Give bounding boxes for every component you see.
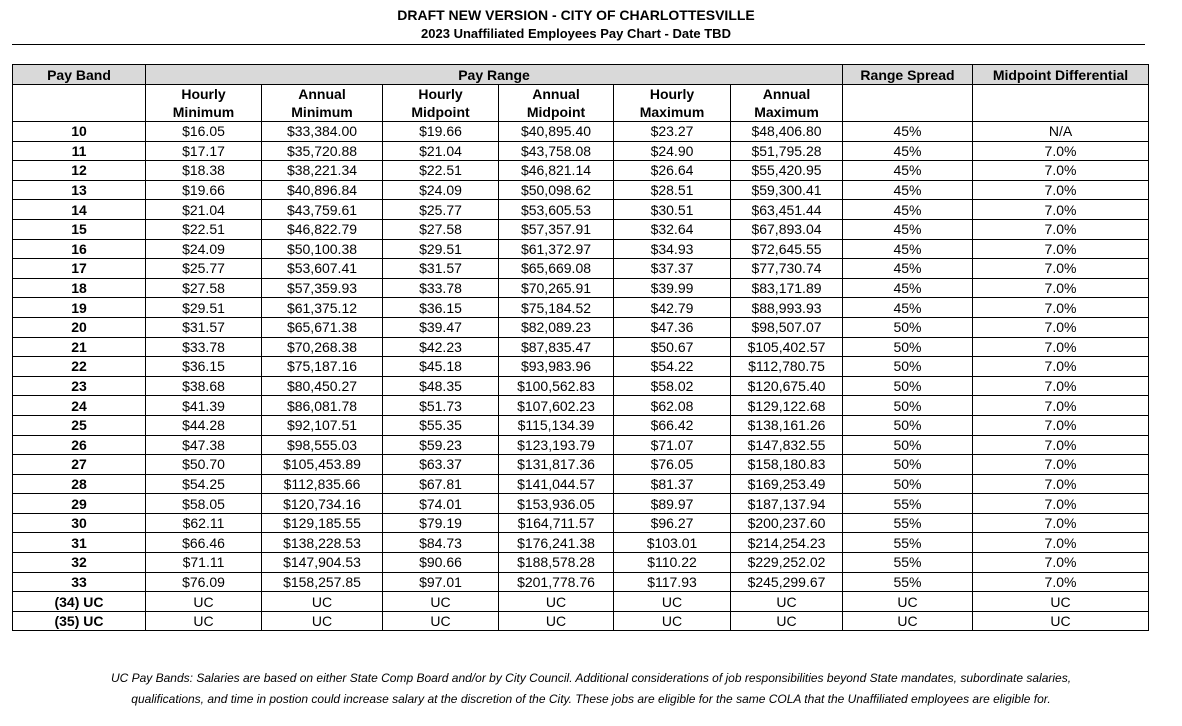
- cell-annual-minimum: $75,187.16: [262, 357, 383, 377]
- cell-midpoint-differential: 7.0%: [973, 415, 1149, 435]
- cell-midpoint-differential: UC: [973, 592, 1149, 612]
- cell-pay-band: 16: [13, 239, 146, 259]
- cell-midpoint-differential: 7.0%: [973, 239, 1149, 259]
- cell-hourly-maximum: $54.22: [614, 357, 731, 377]
- cell-hourly-minimum: $18.38: [146, 161, 262, 181]
- table-row: [13, 161, 1149, 181]
- cell-midpoint-differential: 7.0%: [973, 553, 1149, 573]
- cell-annual-maximum: $72,645.55: [731, 239, 843, 259]
- cell-hourly-maximum: $34.93: [614, 239, 731, 259]
- table-row: [13, 259, 1149, 279]
- cell-range-spread: 50%: [843, 337, 973, 357]
- cell-annual-maximum: $138,161.26: [731, 415, 843, 435]
- cell-pay-band: 32: [13, 553, 146, 573]
- footnote-line: UC Pay Bands: Salaries are based on either State Comp Board and/or by City Council. Additional considerations of job responsibilities beyond State mandates, subordinate salaries,: [110, 671, 1072, 685]
- cell-hourly-maximum: $66.42: [614, 415, 731, 435]
- document-title: DRAFT NEW VERSION - CITY OF CHARLOTTESVILLE: [397, 7, 755, 23]
- subheader-hourly-maximum: [614, 85, 731, 122]
- cell-hourly-minimum: $22.51: [146, 219, 262, 239]
- midpoint-differential-header: Midpoint Differential: [973, 65, 1149, 85]
- cell-midpoint-differential: 7.0%: [973, 200, 1149, 220]
- cell-hourly-maximum: $50.67: [614, 337, 731, 357]
- cell-hourly-minimum: $21.04: [146, 200, 262, 220]
- subheader-line: Annual: [762, 86, 811, 102]
- cell-range-spread: 50%: [843, 474, 973, 494]
- cell-annual-maximum: $187,137.94: [731, 494, 843, 514]
- subheader-annual-minimum: [262, 85, 383, 122]
- cell-hourly-midpoint: $25.77: [383, 200, 499, 220]
- cell-hourly-midpoint: $59.23: [383, 435, 499, 455]
- subheader-blank: [13, 85, 146, 122]
- cell-pay-band: 30: [13, 513, 146, 533]
- cell-hourly-minimum: $44.28: [146, 415, 262, 435]
- subheader-line: Midpoint: [526, 104, 586, 120]
- cell-range-spread: 50%: [843, 317, 973, 337]
- cell-hourly-minimum: $33.78: [146, 337, 262, 357]
- cell-annual-midpoint: $43,758.08: [499, 141, 614, 161]
- cell-hourly-minimum: $31.57: [146, 317, 262, 337]
- cell-hourly-minimum: $66.46: [146, 533, 262, 553]
- table-row: [13, 337, 1149, 357]
- cell-annual-maximum: UC: [731, 592, 843, 612]
- cell-annual-minimum: $70,268.38: [262, 337, 383, 357]
- cell-hourly-minimum: UC: [146, 611, 262, 631]
- table-row: [13, 572, 1149, 592]
- cell-pay-band: 29: [13, 494, 146, 514]
- cell-annual-minimum: UC: [262, 611, 383, 631]
- cell-annual-minimum: $98,555.03: [262, 435, 383, 455]
- cell-pay-band: 25: [13, 415, 146, 435]
- cell-annual-midpoint: $188,578.28: [499, 553, 614, 573]
- cell-annual-maximum: $120,675.40: [731, 376, 843, 396]
- cell-annual-minimum: $40,896.84: [262, 180, 383, 200]
- cell-hourly-maximum: $28.51: [614, 180, 731, 200]
- cell-pay-band: (35) UC: [13, 611, 146, 631]
- cell-hourly-minimum: UC: [146, 592, 262, 612]
- table-subheader-row: [13, 85, 1149, 122]
- cell-pay-band: 21: [13, 337, 146, 357]
- table-row: [13, 141, 1149, 161]
- table-row: [13, 122, 1149, 142]
- cell-hourly-midpoint: $21.04: [383, 141, 499, 161]
- cell-hourly-minimum: $24.09: [146, 239, 262, 259]
- cell-annual-maximum: $98,507.07: [731, 317, 843, 337]
- cell-midpoint-differential: 7.0%: [973, 337, 1149, 357]
- table-row: [13, 494, 1149, 514]
- cell-pay-band: 14: [13, 200, 146, 220]
- cell-hourly-maximum: $71.07: [614, 435, 731, 455]
- cell-annual-midpoint: $40,895.40: [499, 122, 614, 142]
- cell-annual-minimum: $53,607.41: [262, 259, 383, 279]
- cell-midpoint-differential: 7.0%: [973, 474, 1149, 494]
- cell-range-spread: 45%: [843, 298, 973, 318]
- cell-range-spread: 45%: [843, 161, 973, 181]
- range-spread-header: Range Spread: [843, 65, 973, 85]
- cell-hourly-maximum: $23.27: [614, 122, 731, 142]
- table-row: [13, 533, 1149, 553]
- cell-pay-band: 13: [13, 180, 146, 200]
- title-divider: [12, 44, 1145, 45]
- cell-midpoint-differential: 7.0%: [973, 357, 1149, 377]
- cell-hourly-maximum: $58.02: [614, 376, 731, 396]
- cell-midpoint-differential: 7.0%: [973, 298, 1149, 318]
- table-row: [13, 474, 1149, 494]
- cell-annual-maximum: $83,171.89: [731, 278, 843, 298]
- cell-annual-midpoint: $87,835.47: [499, 337, 614, 357]
- cell-hourly-minimum: $41.39: [146, 396, 262, 416]
- cell-hourly-maximum: $76.05: [614, 455, 731, 475]
- cell-annual-midpoint: $61,372.97: [499, 239, 614, 259]
- cell-pay-band: 22: [13, 357, 146, 377]
- cell-midpoint-differential: 7.0%: [973, 435, 1149, 455]
- cell-range-spread: 50%: [843, 435, 973, 455]
- cell-hourly-maximum: $24.90: [614, 141, 731, 161]
- cell-hourly-midpoint: $39.47: [383, 317, 499, 337]
- cell-hourly-midpoint: UC: [383, 592, 499, 612]
- cell-pay-band: 24: [13, 396, 146, 416]
- cell-annual-minimum: $147,904.53: [262, 553, 383, 573]
- table-row: [13, 317, 1149, 337]
- table-header-row: [13, 65, 1149, 85]
- cell-hourly-maximum: $32.64: [614, 219, 731, 239]
- cell-annual-minimum: $129,185.55: [262, 513, 383, 533]
- cell-annual-midpoint: $131,817.36: [499, 455, 614, 475]
- cell-annual-minimum: UC: [262, 592, 383, 612]
- cell-hourly-midpoint: $45.18: [383, 357, 499, 377]
- cell-annual-maximum: $77,730.74: [731, 259, 843, 279]
- cell-range-spread: 45%: [843, 122, 973, 142]
- cell-midpoint-differential: 7.0%: [973, 396, 1149, 416]
- cell-hourly-maximum: $96.27: [614, 513, 731, 533]
- subheader-annual-midpoint: [499, 85, 614, 122]
- cell-annual-maximum: $147,832.55: [731, 435, 843, 455]
- cell-hourly-minimum: $50.70: [146, 455, 262, 475]
- cell-pay-band: 10: [13, 122, 146, 142]
- cell-hourly-midpoint: $84.73: [383, 533, 499, 553]
- cell-midpoint-differential: N/A: [973, 122, 1149, 142]
- cell-hourly-midpoint: $27.58: [383, 219, 499, 239]
- table-row: [13, 200, 1149, 220]
- cell-hourly-maximum: $26.64: [614, 161, 731, 181]
- table-row: [13, 513, 1149, 533]
- cell-range-spread: 50%: [843, 357, 973, 377]
- cell-annual-minimum: $33,384.00: [262, 122, 383, 142]
- cell-annual-maximum: $48,406.80: [731, 122, 843, 142]
- cell-hourly-minimum: $47.38: [146, 435, 262, 455]
- cell-hourly-minimum: $27.58: [146, 278, 262, 298]
- cell-annual-midpoint: UC: [499, 611, 614, 631]
- cell-range-spread: 55%: [843, 513, 973, 533]
- cell-hourly-midpoint: $24.09: [383, 180, 499, 200]
- cell-hourly-minimum: $29.51: [146, 298, 262, 318]
- cell-annual-minimum: $92,107.51: [262, 415, 383, 435]
- cell-midpoint-differential: 7.0%: [973, 180, 1149, 200]
- table-row: [13, 219, 1149, 239]
- cell-hourly-midpoint: $42.23: [383, 337, 499, 357]
- table-row: [13, 611, 1149, 631]
- cell-hourly-minimum: $16.05: [146, 122, 262, 142]
- cell-annual-maximum: $67,893.04: [731, 219, 843, 239]
- cell-annual-midpoint: $93,983.96: [499, 357, 614, 377]
- cell-range-spread: 50%: [843, 396, 973, 416]
- cell-midpoint-differential: 7.0%: [973, 376, 1149, 396]
- cell-midpoint-differential: 7.0%: [973, 141, 1149, 161]
- cell-hourly-maximum: $37.37: [614, 259, 731, 279]
- cell-hourly-midpoint: $29.51: [383, 239, 499, 259]
- cell-hourly-minimum: $38.68: [146, 376, 262, 396]
- cell-midpoint-differential: 7.0%: [973, 259, 1149, 279]
- cell-hourly-minimum: $25.77: [146, 259, 262, 279]
- cell-annual-maximum: $55,420.95: [731, 161, 843, 181]
- cell-midpoint-differential: 7.0%: [973, 513, 1149, 533]
- cell-annual-minimum: $86,081.78: [262, 396, 383, 416]
- subheader-line: Annual: [298, 86, 346, 102]
- table-row: [13, 396, 1149, 416]
- cell-hourly-maximum: $81.37: [614, 474, 731, 494]
- document-subtitle: 2023 Unaffiliated Employees Pay Chart - Date TBD: [421, 26, 731, 41]
- cell-midpoint-differential: 7.0%: [973, 278, 1149, 298]
- cell-range-spread: UC: [843, 611, 973, 631]
- pay-table-body: [13, 122, 1149, 631]
- cell-pay-band: 27: [13, 455, 146, 475]
- cell-annual-maximum: $105,402.57: [731, 337, 843, 357]
- cell-hourly-midpoint: $90.66: [383, 553, 499, 573]
- cell-hourly-maximum: $117.93: [614, 572, 731, 592]
- cell-hourly-minimum: $62.11: [146, 513, 262, 533]
- cell-annual-maximum: $214,254.23: [731, 533, 843, 553]
- table-row: [13, 455, 1149, 475]
- cell-midpoint-differential: 7.0%: [973, 161, 1149, 181]
- cell-pay-band: 23: [13, 376, 146, 396]
- cell-hourly-midpoint: $79.19: [383, 513, 499, 533]
- cell-hourly-maximum: UC: [614, 611, 731, 631]
- cell-annual-maximum: $245,299.67: [731, 572, 843, 592]
- cell-annual-midpoint: $57,357.91: [499, 219, 614, 239]
- cell-hourly-midpoint: UC: [383, 611, 499, 631]
- cell-hourly-minimum: $54.25: [146, 474, 262, 494]
- cell-hourly-maximum: $62.08: [614, 396, 731, 416]
- cell-annual-midpoint: $164,711.57: [499, 513, 614, 533]
- cell-annual-minimum: $46,822.79: [262, 219, 383, 239]
- table-row: [13, 180, 1149, 200]
- cell-range-spread: 55%: [843, 572, 973, 592]
- cell-midpoint-differential: 7.0%: [973, 533, 1149, 553]
- cell-range-spread: 55%: [843, 494, 973, 514]
- pay-range-header: Pay Range: [146, 65, 843, 85]
- cell-range-spread: 50%: [843, 376, 973, 396]
- pay-chart-table: [12, 64, 1149, 631]
- cell-hourly-minimum: $76.09: [146, 572, 262, 592]
- subheader-line: Minimum: [291, 104, 353, 120]
- cell-pay-band: 15: [13, 219, 146, 239]
- cell-annual-minimum: $120,734.16: [262, 494, 383, 514]
- cell-annual-maximum: $88,993.93: [731, 298, 843, 318]
- cell-pay-band: 28: [13, 474, 146, 494]
- cell-hourly-midpoint: $36.15: [383, 298, 499, 318]
- subheader-line: Maximum: [754, 104, 819, 120]
- cell-annual-minimum: $38,221.34: [262, 161, 383, 181]
- cell-hourly-midpoint: $55.35: [383, 415, 499, 435]
- cell-hourly-maximum: UC: [614, 592, 731, 612]
- cell-hourly-maximum: $110.22: [614, 553, 731, 573]
- cell-hourly-midpoint: $97.01: [383, 572, 499, 592]
- cell-annual-midpoint: $70,265.91: [499, 278, 614, 298]
- cell-hourly-minimum: $71.11: [146, 553, 262, 573]
- cell-range-spread: 55%: [843, 533, 973, 553]
- cell-hourly-midpoint: $22.51: [383, 161, 499, 181]
- cell-range-spread: UC: [843, 592, 973, 612]
- cell-annual-minimum: $43,759.61: [262, 200, 383, 220]
- subheader-blank: [973, 85, 1149, 122]
- cell-annual-minimum: $158,257.85: [262, 572, 383, 592]
- cell-pay-band: 20: [13, 317, 146, 337]
- cell-midpoint-differential: UC: [973, 611, 1149, 631]
- cell-range-spread: 45%: [843, 278, 973, 298]
- table-row: [13, 357, 1149, 377]
- cell-pay-band: 12: [13, 161, 146, 181]
- cell-annual-maximum: $200,237.60: [731, 513, 843, 533]
- cell-range-spread: 45%: [843, 180, 973, 200]
- table-row: [13, 553, 1149, 573]
- cell-range-spread: 45%: [843, 239, 973, 259]
- cell-annual-maximum: $158,180.83: [731, 455, 843, 475]
- cell-annual-maximum: $112,780.75: [731, 357, 843, 377]
- cell-pay-band: 33: [13, 572, 146, 592]
- cell-annual-midpoint: $153,936.05: [499, 494, 614, 514]
- subheader-line: Maximum: [639, 104, 705, 120]
- cell-annual-midpoint: $107,602.23: [499, 396, 614, 416]
- cell-annual-minimum: $50,100.38: [262, 239, 383, 259]
- cell-annual-midpoint: $46,821.14: [499, 161, 614, 181]
- cell-hourly-maximum: $39.99: [614, 278, 731, 298]
- cell-annual-midpoint: $123,193.79: [499, 435, 614, 455]
- cell-annual-maximum: $63,451.44: [731, 200, 843, 220]
- cell-hourly-midpoint: $51.73: [383, 396, 499, 416]
- cell-annual-midpoint: $53,605.53: [499, 200, 614, 220]
- footnote-line: qualifications, and time in postion could increase salary at the discretion of the City. These jobs are eligible for the same COLA that the Unaffiliated employees are eligible for.: [131, 692, 1051, 706]
- cell-hourly-minimum: $19.66: [146, 180, 262, 200]
- cell-hourly-maximum: $42.79: [614, 298, 731, 318]
- cell-hourly-midpoint: $67.81: [383, 474, 499, 494]
- cell-hourly-midpoint: $74.01: [383, 494, 499, 514]
- cell-annual-midpoint: $100,562.83: [499, 376, 614, 396]
- cell-hourly-minimum: $17.17: [146, 141, 262, 161]
- cell-annual-maximum: $169,253.49: [731, 474, 843, 494]
- cell-midpoint-differential: 7.0%: [973, 572, 1149, 592]
- subheader-blank: [843, 85, 973, 122]
- cell-pay-band: 26: [13, 435, 146, 455]
- table-row: [13, 278, 1149, 298]
- subheader-line: Minimum: [172, 104, 235, 120]
- cell-annual-midpoint: $201,778.76: [499, 572, 614, 592]
- cell-hourly-midpoint: $31.57: [383, 259, 499, 279]
- cell-annual-minimum: $65,671.38: [262, 317, 383, 337]
- cell-pay-band: 17: [13, 259, 146, 279]
- cell-annual-maximum: $59,300.41: [731, 180, 843, 200]
- cell-annual-maximum: $51,795.28: [731, 141, 843, 161]
- cell-annual-minimum: $35,720.88: [262, 141, 383, 161]
- uc-footnote: [0, 668, 1182, 710]
- cell-annual-midpoint: UC: [499, 592, 614, 612]
- cell-annual-midpoint: $65,669.08: [499, 259, 614, 279]
- cell-midpoint-differential: 7.0%: [973, 494, 1149, 514]
- cell-pay-band: 31: [13, 533, 146, 553]
- cell-pay-band: 18: [13, 278, 146, 298]
- cell-range-spread: 45%: [843, 259, 973, 279]
- cell-range-spread: 45%: [843, 200, 973, 220]
- table-row: [13, 239, 1149, 259]
- cell-annual-minimum: $138,228.53: [262, 533, 383, 553]
- table-row: [13, 415, 1149, 435]
- subheader-line: Annual: [532, 86, 580, 102]
- table-row: [13, 298, 1149, 318]
- cell-range-spread: 50%: [843, 455, 973, 475]
- cell-annual-minimum: $80,450.27: [262, 376, 383, 396]
- pay-band-header: Pay Band: [13, 65, 146, 85]
- cell-annual-midpoint: $75,184.52: [499, 298, 614, 318]
- subheader-annual-maximum: [731, 85, 843, 122]
- cell-hourly-midpoint: $48.35: [383, 376, 499, 396]
- cell-annual-midpoint: $115,134.39: [499, 415, 614, 435]
- cell-hourly-midpoint: $19.66: [383, 122, 499, 142]
- cell-range-spread: 55%: [843, 553, 973, 573]
- cell-range-spread: 45%: [843, 141, 973, 161]
- cell-hourly-midpoint: $33.78: [383, 278, 499, 298]
- table-row: [13, 376, 1149, 396]
- subheader-line: Midpoint: [411, 104, 470, 120]
- cell-annual-midpoint: $50,098.62: [499, 180, 614, 200]
- subheader-line: Hourly: [418, 86, 463, 102]
- cell-hourly-maximum: $47.36: [614, 317, 731, 337]
- subheader-hourly-minimum: [146, 85, 262, 122]
- cell-annual-maximum: UC: [731, 611, 843, 631]
- cell-annual-minimum: $105,453.89: [262, 455, 383, 475]
- cell-annual-maximum: $129,122.68: [731, 396, 843, 416]
- cell-annual-minimum: $61,375.12: [262, 298, 383, 318]
- cell-annual-midpoint: $176,241.38: [499, 533, 614, 553]
- cell-midpoint-differential: 7.0%: [973, 219, 1149, 239]
- cell-hourly-minimum: $36.15: [146, 357, 262, 377]
- cell-annual-minimum: $57,359.93: [262, 278, 383, 298]
- cell-hourly-minimum: $58.05: [146, 494, 262, 514]
- cell-range-spread: 50%: [843, 415, 973, 435]
- subheader-hourly-midpoint: [383, 85, 499, 122]
- table-row: [13, 435, 1149, 455]
- table-row: [13, 592, 1149, 612]
- cell-pay-band: 11: [13, 141, 146, 161]
- subheader-line: Hourly: [181, 86, 226, 102]
- cell-annual-maximum: $229,252.02: [731, 553, 843, 573]
- cell-annual-midpoint: $141,044.57: [499, 474, 614, 494]
- cell-pay-band: (34) UC: [13, 592, 146, 612]
- subheader-line: Hourly: [649, 86, 695, 102]
- cell-midpoint-differential: 7.0%: [973, 455, 1149, 475]
- cell-hourly-maximum: $103.01: [614, 533, 731, 553]
- cell-annual-midpoint: $82,089.23: [499, 317, 614, 337]
- cell-hourly-maximum: $30.51: [614, 200, 731, 220]
- cell-midpoint-differential: 7.0%: [973, 317, 1149, 337]
- cell-hourly-midpoint: $63.37: [383, 455, 499, 475]
- cell-pay-band: 19: [13, 298, 146, 318]
- cell-annual-minimum: $112,835.66: [262, 474, 383, 494]
- cell-hourly-maximum: $89.97: [614, 494, 731, 514]
- cell-range-spread: 45%: [843, 219, 973, 239]
